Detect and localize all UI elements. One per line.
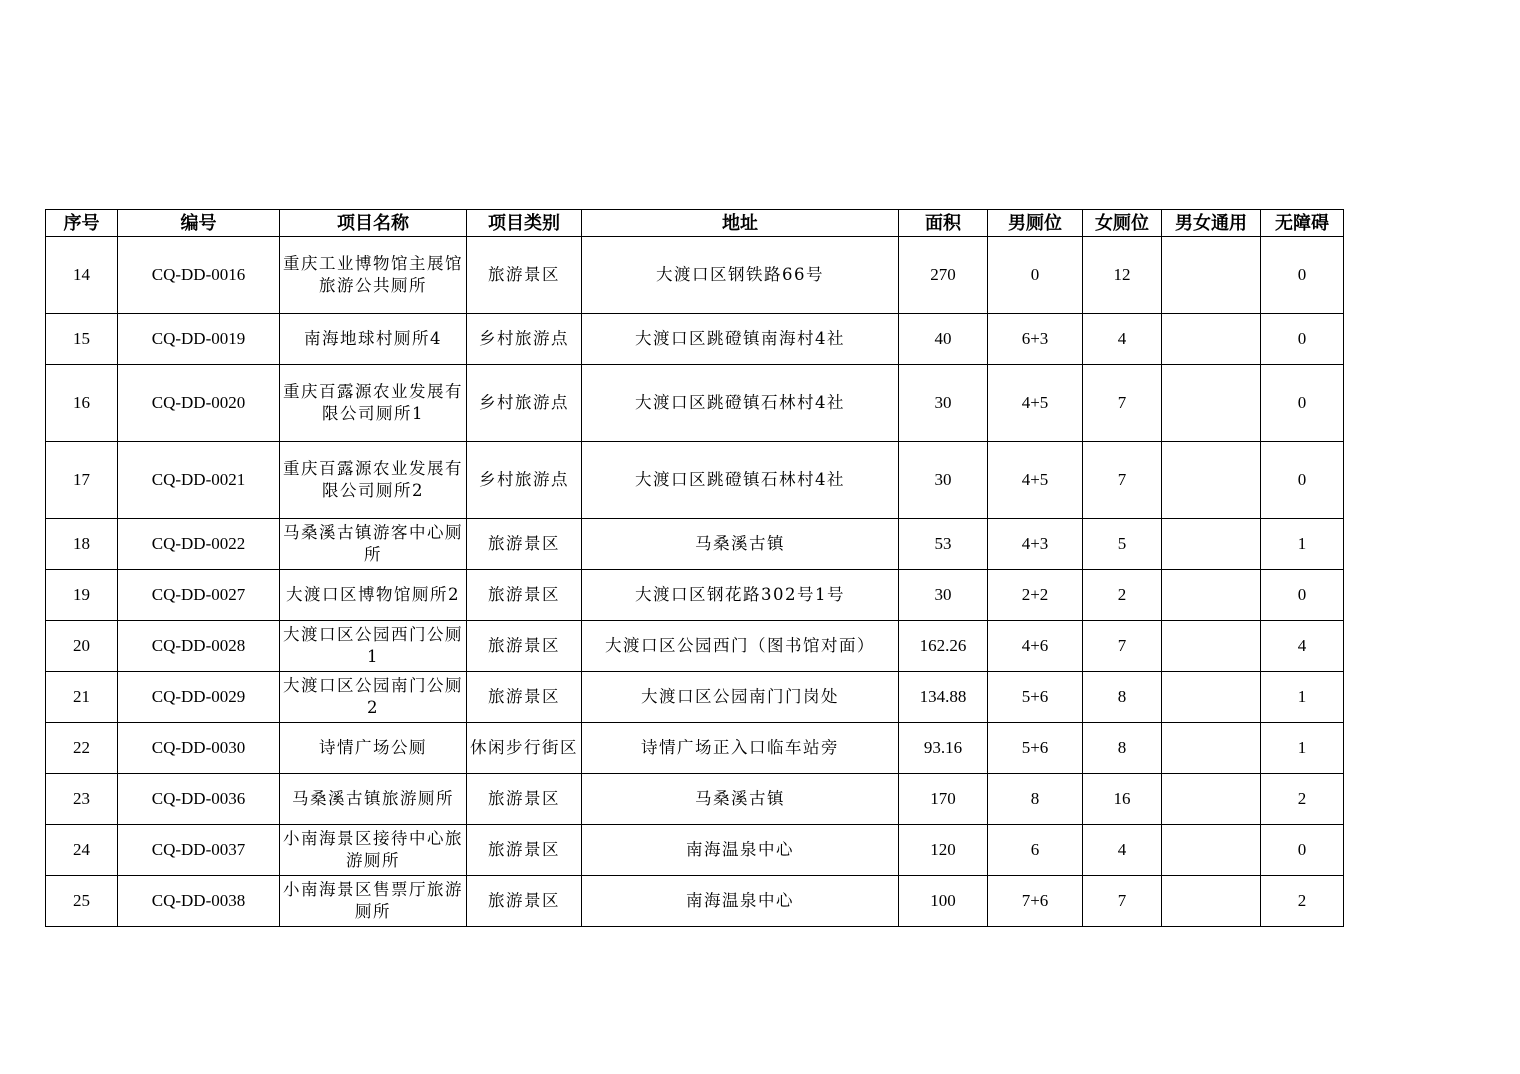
header-accessible: 无障碍 bbox=[1261, 210, 1344, 237]
table-body bbox=[46, 237, 1344, 927]
cell-area: 93.16 bbox=[899, 723, 988, 774]
cell-seq: 15 bbox=[46, 314, 118, 365]
cell-area: 53 bbox=[899, 519, 988, 570]
cell-code: CQ-DD-0029 bbox=[118, 672, 280, 723]
header-unisex: 男女通用 bbox=[1162, 210, 1261, 237]
cell-code: CQ-DD-0019 bbox=[118, 314, 280, 365]
cell-unisex bbox=[1162, 876, 1261, 927]
cell-accessible: 0 bbox=[1261, 570, 1344, 621]
cell-female: 7 bbox=[1083, 442, 1162, 519]
cell-female: 4 bbox=[1083, 314, 1162, 365]
cell-area: 100 bbox=[899, 876, 988, 927]
table-row bbox=[46, 570, 1344, 621]
cell-unisex bbox=[1162, 237, 1261, 314]
cell-accessible: 1 bbox=[1261, 519, 1344, 570]
cell-address: 南海温泉中心 bbox=[582, 876, 899, 927]
cell-accessible: 1 bbox=[1261, 723, 1344, 774]
cell-code: CQ-DD-0037 bbox=[118, 825, 280, 876]
table-row bbox=[46, 442, 1344, 519]
cell-unisex bbox=[1162, 314, 1261, 365]
cell-address: 诗情广场正入口临车站旁 bbox=[582, 723, 899, 774]
table-row bbox=[46, 723, 1344, 774]
cell-male: 4+3 bbox=[988, 519, 1083, 570]
cell-male: 7+6 bbox=[988, 876, 1083, 927]
header-row bbox=[46, 210, 1344, 237]
table-row bbox=[46, 876, 1344, 927]
cell-male: 5+6 bbox=[988, 672, 1083, 723]
cell-accessible: 2 bbox=[1261, 774, 1344, 825]
cell-unisex bbox=[1162, 621, 1261, 672]
table-row bbox=[46, 825, 1344, 876]
cell-unisex bbox=[1162, 723, 1261, 774]
cell-area: 134.88 bbox=[899, 672, 988, 723]
table-row bbox=[46, 672, 1344, 723]
cell-female: 7 bbox=[1083, 365, 1162, 442]
cell-address: 大渡口区公园南门门岗处 bbox=[582, 672, 899, 723]
cell-unisex bbox=[1162, 519, 1261, 570]
cell-code: CQ-DD-0036 bbox=[118, 774, 280, 825]
cell-code: CQ-DD-0021 bbox=[118, 442, 280, 519]
cell-area: 40 bbox=[899, 314, 988, 365]
cell-female: 8 bbox=[1083, 672, 1162, 723]
cell-seq: 14 bbox=[46, 237, 118, 314]
cell-male: 5+6 bbox=[988, 723, 1083, 774]
cell-address: 大渡口区钢花路302号1号 bbox=[582, 570, 899, 621]
cell-male: 4+5 bbox=[988, 442, 1083, 519]
cell-name: 小南海景区接待中心旅游厕所 bbox=[280, 825, 467, 876]
cell-accessible: 4 bbox=[1261, 621, 1344, 672]
cell-accessible: 0 bbox=[1261, 365, 1344, 442]
cell-code: CQ-DD-0016 bbox=[118, 237, 280, 314]
cell-name: 大渡口区公园西门公厕1 bbox=[280, 621, 467, 672]
cell-seq: 19 bbox=[46, 570, 118, 621]
cell-name: 马桑溪古镇旅游厕所 bbox=[280, 774, 467, 825]
cell-category: 乡村旅游点 bbox=[467, 365, 582, 442]
cell-category: 旅游景区 bbox=[467, 825, 582, 876]
header-area: 面积 bbox=[899, 210, 988, 237]
cell-category: 乡村旅游点 bbox=[467, 442, 582, 519]
cell-code: CQ-DD-0020 bbox=[118, 365, 280, 442]
cell-seq: 22 bbox=[46, 723, 118, 774]
cell-area: 30 bbox=[899, 570, 988, 621]
cell-name: 小南海景区售票厅旅游厕所 bbox=[280, 876, 467, 927]
cell-category: 旅游景区 bbox=[467, 774, 582, 825]
cell-name: 重庆百露源农业发展有限公司厕所1 bbox=[280, 365, 467, 442]
cell-male: 0 bbox=[988, 237, 1083, 314]
cell-female: 8 bbox=[1083, 723, 1162, 774]
cell-address: 马桑溪古镇 bbox=[582, 774, 899, 825]
header-address: 地址 bbox=[582, 210, 899, 237]
cell-area: 30 bbox=[899, 365, 988, 442]
header-male: 男厕位 bbox=[988, 210, 1083, 237]
cell-area: 162.26 bbox=[899, 621, 988, 672]
cell-unisex bbox=[1162, 442, 1261, 519]
cell-female: 4 bbox=[1083, 825, 1162, 876]
cell-address: 大渡口区跳磴镇南海村4社 bbox=[582, 314, 899, 365]
cell-accessible: 0 bbox=[1261, 237, 1344, 314]
cell-unisex bbox=[1162, 825, 1261, 876]
header-code: 编号 bbox=[118, 210, 280, 237]
cell-name: 大渡口区公园南门公厕2 bbox=[280, 672, 467, 723]
cell-area: 120 bbox=[899, 825, 988, 876]
cell-female: 7 bbox=[1083, 876, 1162, 927]
header-category: 项目类别 bbox=[467, 210, 582, 237]
cell-unisex bbox=[1162, 365, 1261, 442]
header-female: 女厕位 bbox=[1083, 210, 1162, 237]
cell-category: 旅游景区 bbox=[467, 570, 582, 621]
cell-seq: 20 bbox=[46, 621, 118, 672]
cell-address: 南海温泉中心 bbox=[582, 825, 899, 876]
cell-seq: 25 bbox=[46, 876, 118, 927]
cell-female: 2 bbox=[1083, 570, 1162, 621]
cell-code: CQ-DD-0027 bbox=[118, 570, 280, 621]
cell-seq: 21 bbox=[46, 672, 118, 723]
cell-accessible: 0 bbox=[1261, 825, 1344, 876]
cell-category: 休闲步行街区 bbox=[467, 723, 582, 774]
cell-address: 大渡口区跳磴镇石林村4社 bbox=[582, 365, 899, 442]
cell-male: 6 bbox=[988, 825, 1083, 876]
cell-name: 马桑溪古镇游客中心厕所 bbox=[280, 519, 467, 570]
cell-name: 重庆工业博物馆主展馆旅游公共厕所 bbox=[280, 237, 467, 314]
cell-category: 旅游景区 bbox=[467, 672, 582, 723]
cell-seq: 17 bbox=[46, 442, 118, 519]
cell-seq: 23 bbox=[46, 774, 118, 825]
cell-address: 大渡口区公园西门（图书馆对面） bbox=[582, 621, 899, 672]
cell-female: 16 bbox=[1083, 774, 1162, 825]
cell-accessible: 0 bbox=[1261, 314, 1344, 365]
cell-seq: 24 bbox=[46, 825, 118, 876]
cell-area: 170 bbox=[899, 774, 988, 825]
cell-address: 大渡口区钢铁路66号 bbox=[582, 237, 899, 314]
table-row bbox=[46, 519, 1344, 570]
table-row bbox=[46, 237, 1344, 314]
cell-seq: 18 bbox=[46, 519, 118, 570]
cell-area: 30 bbox=[899, 442, 988, 519]
cell-seq: 16 bbox=[46, 365, 118, 442]
cell-code: CQ-DD-0038 bbox=[118, 876, 280, 927]
cell-male: 8 bbox=[988, 774, 1083, 825]
cell-name: 大渡口区博物馆厕所2 bbox=[280, 570, 467, 621]
table-row bbox=[46, 314, 1344, 365]
cell-female: 5 bbox=[1083, 519, 1162, 570]
cell-unisex bbox=[1162, 774, 1261, 825]
cell-category: 旅游景区 bbox=[467, 876, 582, 927]
cell-code: CQ-DD-0028 bbox=[118, 621, 280, 672]
cell-name: 重庆百露源农业发展有限公司厕所2 bbox=[280, 442, 467, 519]
cell-area: 270 bbox=[899, 237, 988, 314]
cell-accessible: 0 bbox=[1261, 442, 1344, 519]
cell-female: 7 bbox=[1083, 621, 1162, 672]
cell-address: 大渡口区跳磴镇石林村4社 bbox=[582, 442, 899, 519]
cell-male: 4+6 bbox=[988, 621, 1083, 672]
cell-category: 旅游景区 bbox=[467, 237, 582, 314]
cell-address: 马桑溪古镇 bbox=[582, 519, 899, 570]
cell-female: 12 bbox=[1083, 237, 1162, 314]
cell-code: CQ-DD-0022 bbox=[118, 519, 280, 570]
cell-unisex bbox=[1162, 672, 1261, 723]
header-seq: 序号 bbox=[46, 210, 118, 237]
table-row bbox=[46, 621, 1344, 672]
header-name: 项目名称 bbox=[280, 210, 467, 237]
cell-male: 4+5 bbox=[988, 365, 1083, 442]
table-row bbox=[46, 365, 1344, 442]
toilet-facilities-table bbox=[45, 209, 1344, 927]
cell-male: 2+2 bbox=[988, 570, 1083, 621]
cell-unisex bbox=[1162, 570, 1261, 621]
cell-male: 6+3 bbox=[988, 314, 1083, 365]
cell-name: 诗情广场公厕 bbox=[280, 723, 467, 774]
cell-accessible: 2 bbox=[1261, 876, 1344, 927]
cell-code: CQ-DD-0030 bbox=[118, 723, 280, 774]
cell-accessible: 1 bbox=[1261, 672, 1344, 723]
cell-category: 乡村旅游点 bbox=[467, 314, 582, 365]
cell-name: 南海地球村厕所4 bbox=[280, 314, 467, 365]
cell-category: 旅游景区 bbox=[467, 621, 582, 672]
cell-category: 旅游景区 bbox=[467, 519, 582, 570]
table-row bbox=[46, 774, 1344, 825]
table-header bbox=[46, 210, 1344, 237]
